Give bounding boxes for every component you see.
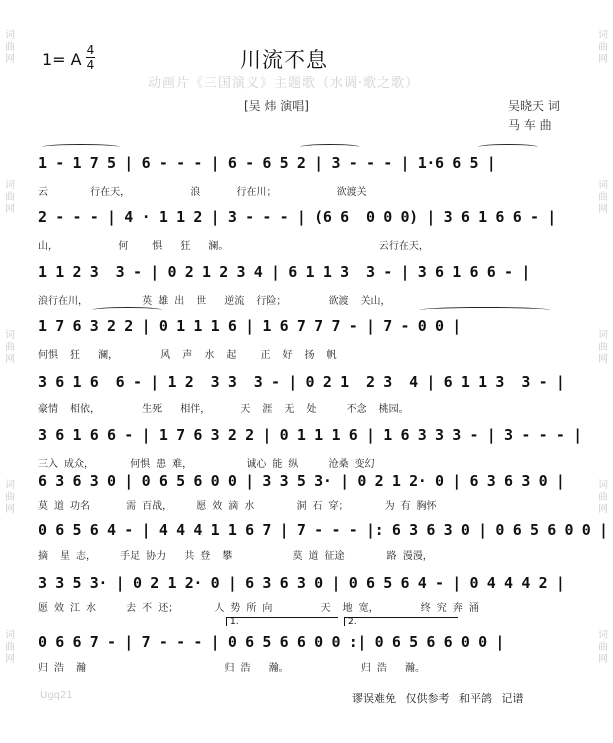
lyric-row: 莫 道 功名 需 百战， 愿 效 滴 水 洞 石 穿； 为 有 胸怀 bbox=[38, 501, 437, 512]
meter-bottom: 4 bbox=[86, 58, 95, 72]
watermark-char: 曲 bbox=[598, 192, 608, 203]
composer-credit: 马 车 曲 bbox=[508, 118, 552, 132]
slur bbox=[478, 144, 538, 150]
notation-row: 3 3 5 3· | 0 2 1 2· 0 | 6 3 6 3 0 | 0 6 5 6 4 - | 0 4 4 4 2 | bbox=[38, 574, 565, 592]
slur bbox=[92, 307, 162, 313]
watermark-char: 曲 bbox=[598, 42, 608, 53]
watermark-char: 曲 bbox=[5, 492, 15, 503]
watermark-char: 网 bbox=[5, 354, 15, 365]
slur bbox=[420, 307, 550, 313]
lyric-row: 云 行在天， 浪 行在川； 欲渡关 bbox=[38, 187, 367, 198]
song-subtitle: 动画片《三国演义》主题歌（水调·歌之歌） bbox=[148, 76, 420, 91]
time-signature bbox=[86, 44, 95, 71]
notation-row: 0 6 5 6 4 - | 4 4 4 1 1 6 7 | 7 - - - |: 6 3 6 3 0 | 0 6 5 6 0 0 | bbox=[38, 521, 608, 539]
watermark-char: 词 bbox=[5, 30, 15, 41]
singer-credit: [吴 炜 演唱] bbox=[244, 99, 309, 113]
notation-row: 0 6 6 7 - | 7 - - - | 0 6 5 6 6 0 0 :| 0 6 5 6 6 0 0 | bbox=[38, 633, 505, 651]
watermark-char: 曲 bbox=[598, 492, 608, 503]
slur bbox=[300, 144, 360, 150]
lyricist-credit: 吴晓天 词 bbox=[508, 99, 560, 113]
meter-top: 4 bbox=[86, 43, 95, 57]
watermark-left bbox=[2, 0, 18, 743]
watermark-char: 词 bbox=[5, 630, 15, 641]
watermark-char: 网 bbox=[5, 654, 15, 665]
watermark-char: 曲 bbox=[5, 192, 15, 203]
watermark-char: 词 bbox=[5, 480, 15, 491]
watermark-char: 曲 bbox=[5, 642, 15, 653]
notation-row: 1 7 6 3 2 2 | 0 1 1 1 6 | 1 6 7 7 7 - | 7 - 0 0 | bbox=[38, 317, 461, 335]
notation-row: 3 6 1 6 6 - | 1 2 3 3 3 - | 0 2 1 2 3 4 | 6 1 1 3 3 - | bbox=[38, 373, 565, 391]
watermark-char: 网 bbox=[5, 504, 15, 515]
key-signature: 1= A bbox=[42, 50, 82, 69]
song-title: 川流不息 bbox=[240, 48, 328, 72]
watermark-char: 曲 bbox=[5, 42, 15, 53]
notation-row: 1 - 1 7 5 | 6 - - - | 6 - 6 5 2 | 3 - - - | 1·6 6 5 | bbox=[38, 154, 496, 172]
lyric-row: 浪行在川， 英 雄 出 世 逆流 行险； 欲渡 关山， bbox=[38, 296, 391, 307]
notation-row: 1 1 2 3 3 - | 0 2 1 2 3 4 | 6 1 1 3 3 - | 3 6 1 6 6 - | bbox=[38, 263, 530, 281]
lyric-row: 归 浩 瀚 归 浩 瀚。 归 浩 瀚。 bbox=[38, 663, 425, 674]
watermark-char: 词 bbox=[598, 630, 608, 641]
watermark-char: 词 bbox=[598, 330, 608, 341]
lyric-row: 豪情 相依， 生死 相伴， 天 涯 无 处 不念 桃园。 bbox=[38, 404, 409, 415]
watermark-char: 网 bbox=[598, 504, 608, 515]
slur bbox=[42, 144, 120, 150]
watermark-char: 词 bbox=[598, 480, 608, 491]
lyric-row: 摘 星 志， 手足 协力 共 登 攀 莫 道 征途 路 漫漫， bbox=[38, 551, 433, 562]
footer-note: 谬误难免 仅供参考 和平鸽 记谱 bbox=[352, 692, 524, 705]
watermark-char: 曲 bbox=[5, 342, 15, 353]
watermark-char: 词 bbox=[598, 180, 608, 191]
first-ending-bracket: 1. bbox=[226, 617, 338, 626]
watermark-char: 词 bbox=[5, 180, 15, 191]
watermark-char: 网 bbox=[5, 204, 15, 215]
watermark-char: 网 bbox=[598, 54, 608, 65]
lyric-row: 山， 何 惧 狂 澜。 云行在天， bbox=[38, 241, 429, 252]
watermark-char: 词 bbox=[5, 330, 15, 341]
lyric-row: 何惧 狂 澜， 风 声 水 起 正 好 扬 帆 bbox=[38, 350, 337, 361]
notation-row: 6 3 6 3 0 | 0 6 5 6 0 0 | 3 3 5 3· | 0 2 1 2· 0 | 6 3 6 3 0 | bbox=[38, 472, 565, 490]
lyric-row: 三入 成众， 何惧 患 难， 诚心 能 纵 沧桑 变幻 bbox=[38, 459, 375, 470]
watermark-char: 网 bbox=[598, 654, 608, 665]
footer-watermark: Ugq21 bbox=[40, 690, 73, 701]
watermark-char: 网 bbox=[598, 354, 608, 365]
notation-row: 3 6 1 6 6 - | 1 7 6 3 2 2 | 0 1 1 1 6 | 1 6 3 3 3 - | 3 - - - | bbox=[38, 426, 582, 444]
notation-row: 2 - - - | 4 · 1 1 2 | 3 - - - | (6 6 0 0 0) | 3 6 1 6 6 - | bbox=[38, 208, 556, 226]
lyric-row: 愿 效 江 水 去 不 还； 人 势 所 向 天 地 宽， 终 究 奔 涌 bbox=[38, 603, 479, 614]
watermark-char: 网 bbox=[598, 204, 608, 215]
watermark-char: 曲 bbox=[598, 642, 608, 653]
watermark-right bbox=[595, 0, 611, 743]
second-ending-bracket: 2. bbox=[344, 617, 458, 626]
watermark-char: 网 bbox=[5, 54, 15, 65]
watermark-char: 词 bbox=[598, 30, 608, 41]
watermark-char: 曲 bbox=[598, 342, 608, 353]
